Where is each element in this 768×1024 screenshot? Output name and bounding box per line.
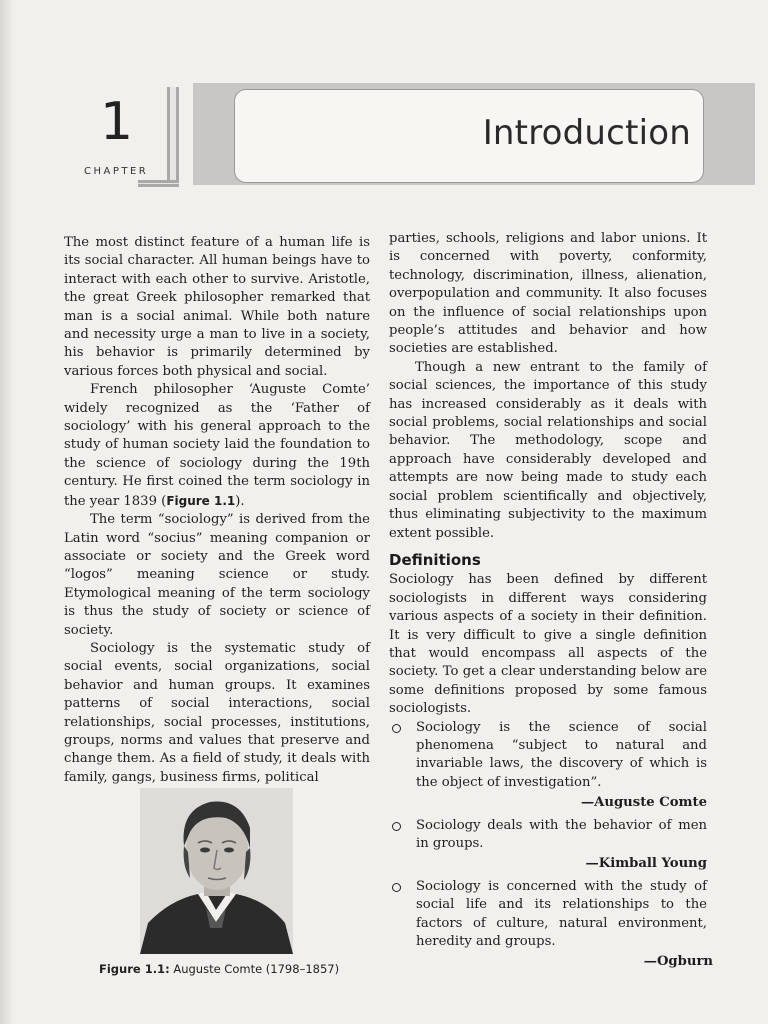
chapter-number: 1 (100, 92, 134, 152)
definition-text: Sociology is the science of social phenomena “subject to natural and invariable laws, the discovery of which is the object of investigation”. (416, 719, 707, 790)
paragraph: Sociology is the systematic study of social events, social organizations, social behavior and human groups. It examines patterns of social interactions, social relationships, social processes, institutions, groups, norms and values that preserve and change them. As a field of study, it deals with family, gangs, business firms, political (64, 640, 370, 785)
paragraph: The most distinct feature of a human life is its social character. All human beings have to interact with each other to survive. Aristotle, the great Greek philosopher remarked that man is a social animal. While both nature and necessity urge a man to live in a society, his behavior is primarily determined by various forces both physical and social. (64, 235, 370, 379)
paragraph: parties, schools, religions and labor unions. It is concerned with poverty, conformity, technology, discrimination, illness, alienation, overpopulation and community. It also focuses on the influence of social relationships upon people’s attitudes and behavior and how societies are established. (389, 231, 707, 357)
paragraph (64, 381, 370, 511)
portrait-illustration (140, 788, 293, 954)
circle-bullet-icon (392, 883, 401, 892)
definition-text: Sociology is concerned with the study of social life and its relationships to the factors of culture, natural environment, heredity and groups. (416, 878, 707, 950)
chapter-bracket-horizontal (138, 180, 179, 187)
figure-reference: Figure 1.1 (166, 493, 236, 508)
paragraph: Sociology has been defined by different sociologists in different ways considering various aspects of a society in their definition. It is very difficult to give a single definition that would encompass all aspects of the society. To get a clear understanding below are some definitions proposed by some famous sociologists. (389, 572, 707, 717)
chapter-bracket-vertical (167, 87, 179, 187)
paragraph-text-end: ). (235, 493, 245, 509)
definition-author: —Ogburn (643, 954, 713, 970)
definitions-list (389, 719, 713, 972)
paragraph-text: French philosopher ‘Auguste Comte’ widely recognized as the ‘Father of sociology’ with his general approach to the study of human society laid the foundation to the science of sociology during the 19th century. He first coined the term sociology in the year 1839 ( (64, 382, 370, 509)
figure-caption-text: Auguste Comte (1798–1857) (173, 962, 340, 976)
definitions-heading: Definitions (389, 550, 481, 569)
list-item (389, 817, 707, 854)
definition-author: —Kimball Young (585, 856, 707, 872)
auguste-comte-portrait (140, 788, 293, 954)
left-column (64, 234, 370, 787)
figure-label: Figure 1.1: (99, 962, 170, 976)
chapter-title: Introduction (482, 113, 691, 153)
paragraph: The term “sociology” is derived from the Latin word “socius” meaning companion or associate or society and the Greek word “logos” meaning science or study. Etymological meaning of the term sociology is thus the study of society or science of society. (64, 512, 370, 638)
list-item (389, 719, 707, 793)
circle-bullet-icon (392, 822, 401, 831)
chapter-label: CHAPTER (84, 166, 149, 177)
paragraph: Though a new entrant to the family of social sciences, the importance of this study has increased considerably as it deals with social problems, social relationships and social behavior. The methodology, scope and approach have considerably developed and attempts are now being made to study each social problem scientifically and objectively, thus eliminating subjectivity to the maximum extent possible. (389, 359, 707, 541)
circle-bullet-icon (392, 724, 401, 733)
figure-caption (99, 962, 359, 976)
definition-author: —Auguste Comte (580, 795, 707, 811)
right-column (389, 230, 713, 976)
page-edge (0, 0, 14, 1024)
list-item (389, 878, 707, 952)
definition-text: Sociology deals with the behavior of men in groups. (416, 817, 707, 851)
